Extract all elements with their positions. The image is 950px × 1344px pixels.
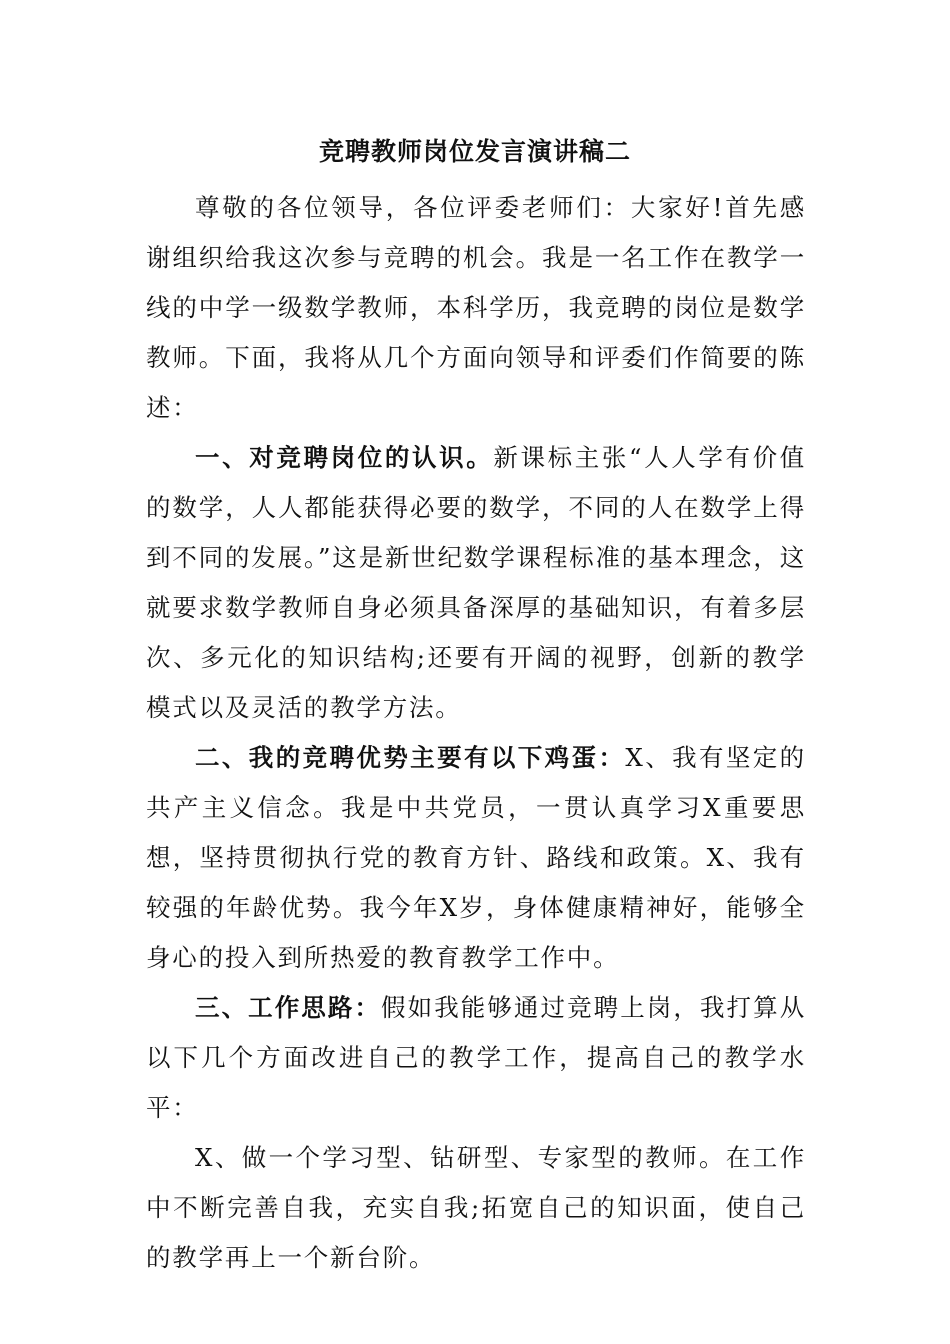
document-title: 竞聘教师岗位发言演讲稿二 [318,137,631,166]
paragraph-section-2 [146,733,806,983]
section-heading: 三、工作思路： [195,993,382,1022]
section-heading: 一、对竞聘岗位的认识。 [195,443,494,472]
paragraph-text: X、我有坚定的共产主义信念。我是中共党员，一贯认真学习X重要思想，坚持贯彻执行党的教育方针、路线和政策。X、我有较强的年龄优势。我今年X岁，身体健康精神好，能够全身心的投入到所热爱的教育教学工作中。 [146,743,806,972]
paragraph-text: X、做一个学习型、钻研型、专家型的教师。在工作中不断完善自我，充实自我;拓宽自己的知识面，使自己的教学再上一个新台阶。 [146,1143,806,1272]
paragraph-text: 假如我能够通过竞聘上岗，我打算从以下几个方面改进自己的教学工作，提高自己的教学水平： [146,993,806,1122]
paragraph-section-3 [146,983,806,1133]
paragraph-item-1 [146,1133,806,1283]
paragraph-greeting [146,183,806,433]
section-heading: 二、我的竞聘优势主要有以下鸡蛋： [195,743,626,772]
document-body [146,183,806,1283]
paragraph-text: 尊敬的各位领导，各位评委老师们：大家好!首先感谢组织给我这次参与竞聘的机会。我是一名工作在教学一线的中学一级数学教师，本科学历，我竞聘的岗位是数学教师。下面，我将从几个方面向领导和评委们作简要的陈述： [146,193,806,422]
paragraph-section-1 [146,433,806,733]
paragraph-text: 新课标主张“人人学有价值的数学，人人都能获得必要的数学，不同的人在数学上得到不同的发展。”这是新世纪数学课程标准的基本理念，这就要求数学教师自身必须具备深厚的基础知识，有着多层次、多元化的知识结构;还要有开阔的视野，创新的教学模式以及灵活的教学方法。 [146,443,806,722]
